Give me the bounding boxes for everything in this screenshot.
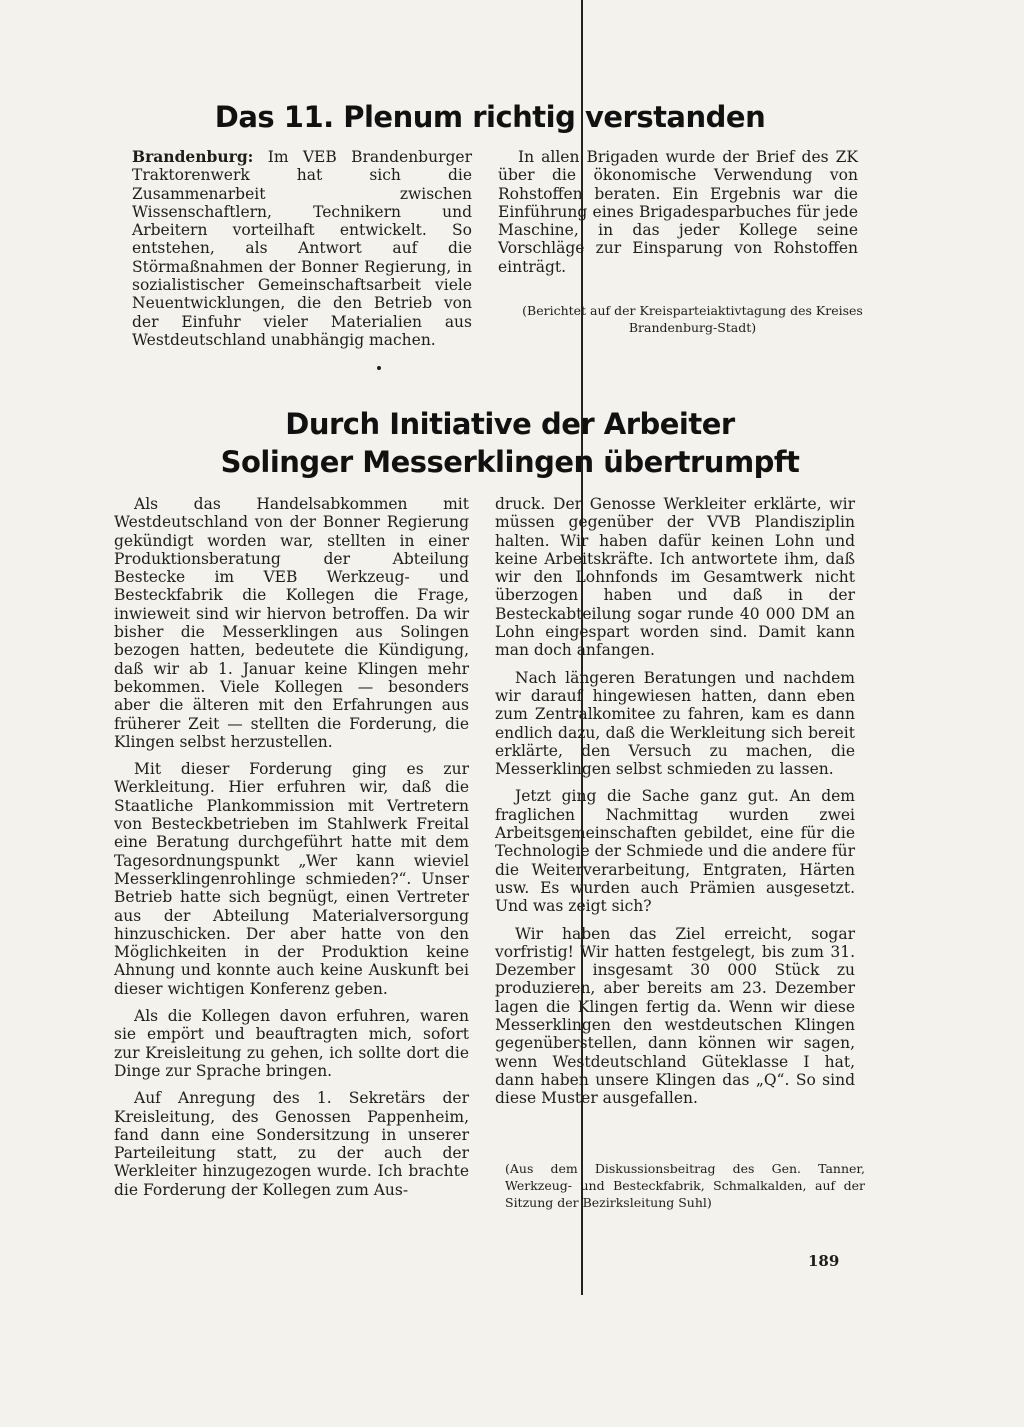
- article-2-paragraph: Mit dieser Forderung ging es zur Werkleitung. Hier erfuhren wir, daß die Staatliche Plankommission mit Vertretern von Besteckbetrieben im Stahlwerk Freital eine Beratung durchgeführt hatte mit dem Tagesordnungspunkt „Wer kann wieviel Messerklingenrohlinge schmieden?“. Unser Betrieb hatte sich begnügt, einen Vertreter aus der Abteilung Materialversorgung hinzuschicken. Der aber hatte von den Möglichkeiten in der Produktion keine Ahnung und konnte auch keine Auskunft bei dieser wichtigen Konferenz geben.: [114, 760, 469, 998]
- article-1-column-left: [132, 148, 472, 349]
- article-2-column-left: [114, 495, 469, 1199]
- article-2-headline-line-1: Durch Initiative der Arbeiter: [285, 407, 735, 441]
- article-1-place: Brandenburg:: [132, 147, 254, 166]
- article-2-column-right: [495, 495, 855, 1108]
- article-1-source: (Berichtet auf der Kreisparteiaktivtagung des Kreises Brandenburg-Stadt): [522, 303, 863, 335]
- article-1-paragraph: [132, 148, 472, 349]
- article-2-headline-line-2: Solinger Messerklingen übertrumpft: [220, 445, 800, 479]
- separator-dot: [377, 366, 381, 370]
- article-2-paragraph: Auf Anregung des 1. Sekretärs der Kreisleitung, des Genossen Pappenheim, fand dann eine Sondersitzung in unserer Parteileitung statt, zu der auch der Werkleiter hinzugezogen wurde. Ich brachte die Forderung der Kollegen zum Aus-: [114, 1089, 469, 1199]
- page-number: 189: [808, 1252, 840, 1270]
- article-2-paragraph: Jetzt ging die Sache ganz gut. An dem fraglichen Nachmittag wurden zwei Arbeitsgemeinschaften gebildet, eine für die Technologie der Schmiede und die andere für die Weiterverarbeitung, Entgraten, Härten usw. Es wurden auch Prämien ausgesetzt. Und was zeigt sich?: [495, 787, 855, 916]
- article-2-paragraph: Als die Kollegen davon erfuhren, waren sie empört und beauftragten mich, sofort zur Kreisleitung zu gehen, ich sollte dort die Dinge zur Sprache bringen.: [114, 1007, 469, 1080]
- article-1-text: Im VEB Brandenburger Traktorenwerk hat sich die Zusammenarbeit zwischen Wissenschaftlern, Technikern und Arbeitern vorteilhaft entwickelt. So entstehen, als Antwort auf die Störmaßnahmen der Bonner Regierung, in sozialistischer Gemeinschaftsarbeit viele Neuentwicklungen, die den Betrieb von der Einfuhr vieler Materialien aus Westdeutschland unabhängig machen.: [132, 148, 472, 349]
- article-2-paragraph: Wir haben das Ziel erreicht, sogar vorfristig! Wir hatten festgelegt, bis zum 31. Dezember insgesamt 30 000 Stück zu produzieren, aber bereits am 23. Dezember lagen die Klingen fertig da. Wenn wir diese Messerklingen den westdeutschen Klingen gegenüberstellen, dann können wir sagen, wenn Westdeutschland Güteklasse I hat, dann haben unsere Klingen das „Q“. So sind diese Muster ausgefallen.: [495, 924, 855, 1108]
- article-1-headline: Das 11. Plenum richtig verstanden: [214, 100, 766, 134]
- article-1-paragraph-right: In allen Brigaden wurde der Brief des ZK über die ökonomische Verwendung von Rohstoffen beraten. Ein Ergebnis war die Einführung eines Brigadesparbuches für jede Maschine, in das jeder Kollege seine Vorschläge zur Einsparung von Rohstoffen einträgt.: [498, 148, 858, 276]
- article-2-paragraph: Nach längeren Beratungen und nachdem wir darauf hingewiesen hatten, dann eben zum Zentralkomitee zu fahren, kam es dann endlich dazu, daß die Werkleitung sich bereit erklärte, den Versuch zu machen, die Messerklingen selbst schmieden zu lassen.: [495, 668, 855, 779]
- article-2-paragraph: Als das Handelsabkommen mit Westdeutschland von der Bonner Regierung gekündigt worden war, stellten in einer Produktionsberatung der Abteilung Bestecke im VEB Werkzeug- und Besteckfabrik die Kollegen die Frage, inwieweit sind wir hiervon betroffen. Da wir bisher die Messerklingen aus Solingen bezogen hatten, bedeutete die Kündigung, daß wir ab 1. Januar keine Klingen mehr bekommen. Viele Kollegen — besonders aber die älteren mit den Erfahrungen aus früherer Zeit — stellten die Forderung, die Klingen selbst herzustellen.: [114, 495, 469, 751]
- article-2-paragraph-continued: druck. Der Genosse Werkleiter erklärte, wir müssen gegenüber der VVB Plandisziplin halten. Wir haben dafür keinen Lohn und keine Arbeitskräfte. Ich antwortete ihm, daß wir den Lohnfonds im Gesamtwerk nicht überzogen haben und daß in der Besteckabteilung sogar runde 40 000 DM an Lohn eingespart worden sind. Damit kann man doch anfangen.: [495, 495, 855, 660]
- article-1-column-right: [498, 148, 858, 276]
- article-2-source: (Aus dem Diskussionsbeitrag des Gen. Tanner, Werkzeug- und Besteckfabrik, Schmalkalden, auf der Sitzung der Bezirksleitung Suhl): [505, 1161, 865, 1210]
- article-2-headline: [180, 405, 840, 481]
